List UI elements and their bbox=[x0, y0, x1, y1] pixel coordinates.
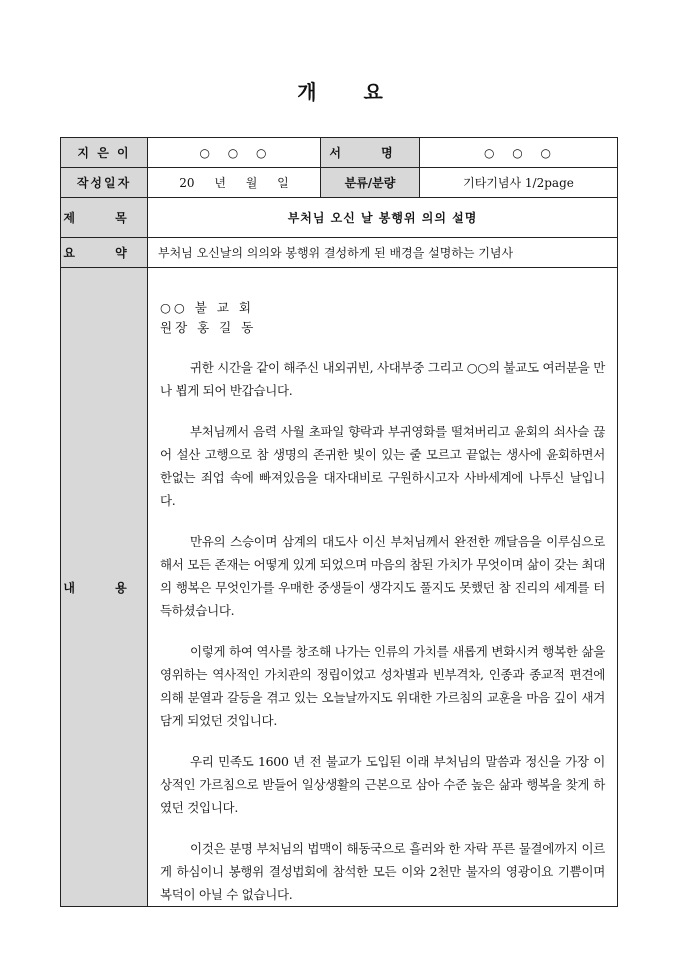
date-label: 작성일자 bbox=[61, 168, 148, 198]
author-label: 지 은 이 bbox=[61, 138, 148, 168]
paragraph: 이렇게 하여 역사를 창조해 나가는 인류의 가치를 새롭게 변화시켜 행복한 삶을 영위하는 역사적인 가치관의 정립이었고 성차별과 빈부격차, 인종과 종교적 편견에 의해 분열과 갈등을 겪고 있는 오늘날까지도 위대한 가르침의 교훈을 마음 깊이 새겨 담게 되었던 것입니다. bbox=[160, 644, 605, 728]
content-body bbox=[148, 268, 618, 907]
subject-row bbox=[61, 198, 618, 238]
paragraph: 이것은 분명 부처님의 법맥이 해동국으로 흘러와 한 자락 푸른 물결에까지 이르게 하심이니 봉행위 결성법회에 참석한 모든 이와 2천만 불자의 영광이요 기쁨이며 복덕이 아닐 수 없습니다. bbox=[160, 841, 605, 902]
category-value: 기타기념사 1/2page bbox=[420, 168, 618, 198]
content-label: 내 용 bbox=[61, 268, 148, 907]
subject-label: 제 목 bbox=[61, 198, 148, 238]
summary-value: 부처님 오신날의 의의와 봉행위 결성하게 된 배경을 설명하는 기념사 bbox=[148, 238, 618, 268]
content-row bbox=[61, 268, 618, 907]
date-value: 20 년 월 일 bbox=[148, 168, 321, 198]
organization-name: ○○ 불 교 회 bbox=[160, 300, 254, 315]
paragraph: 우리 민족도 1600 년 전 불교가 도입된 이래 부처님의 말씀과 정신을 가장 이상적인 가르침으로 받들어 일상생활의 근본으로 삼아 수준 높은 삶과 행복을 찾게 하였던 것입니다. bbox=[160, 754, 605, 815]
subject-value: 부처님 오신 날 봉행위 의의 설명 bbox=[148, 198, 618, 238]
author-value: ○ ○ ○ bbox=[148, 138, 321, 168]
paragraph: 만유의 스승이며 삼계의 대도사 이신 부처님께서 완전한 깨달음을 이루심으로 해서 모든 존재는 어떻게 있게 되었으며 마음의 참된 가치가 무엇이며 삶이 갖는 최대의 행복은 무엇인가를 우매한 중생들이 생각지도 풀지도 못했던 참 진리의 세계를 터득하셨습니다. bbox=[160, 534, 605, 618]
paragraph: 귀한 시간을 같이 해주신 내외귀빈, 사대부중 그리고 ○○의 불교도 여러분을 만나 뵙게 되어 반갑습니다. bbox=[160, 360, 605, 398]
paragraph: 부처님께서 음력 사월 초파일 향락과 부귀영화를 떨쳐버리고 윤회의 쇠사슬 끊어 설산 고행으로 참 생명의 존귀한 빛이 있는 줄 모르고 끝없는 생사에 윤회하면서 한없는 죄업 속에 빠져있음을 대자대비로 구원하시고자 사바세계에 나투신 날입니다. bbox=[160, 424, 605, 508]
signature-label: 서 명 bbox=[321, 138, 420, 168]
category-label: 분류/분량 bbox=[321, 168, 420, 198]
overview-form-table bbox=[60, 137, 618, 907]
summary-label: 요 약 bbox=[61, 238, 148, 268]
signature-value: ○ ○ ○ bbox=[420, 138, 618, 168]
author-row bbox=[61, 138, 618, 168]
organization-head: 원장 홍 길 동 bbox=[160, 320, 257, 335]
date-row bbox=[61, 168, 618, 198]
summary-row bbox=[61, 238, 618, 268]
document-title: 개 요 bbox=[297, 80, 383, 104]
